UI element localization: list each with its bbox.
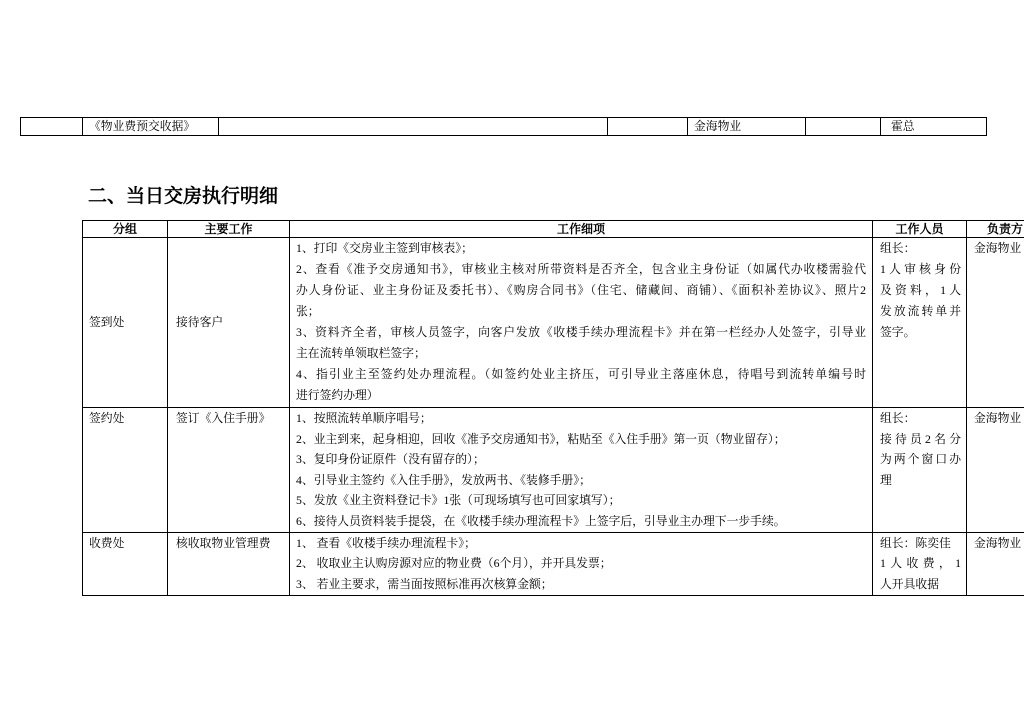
header-group: 分组 <box>83 221 168 238</box>
detail-line: 2、业主到来，起身相迎，回收《准予交房通知书》，粘贴至《入住手册》第一页（物业留存）； <box>296 431 786 446</box>
staff-cell <box>873 533 967 596</box>
staff-line: 组长： <box>880 241 916 255</box>
header-responsible: 负责方 <box>967 221 1024 238</box>
table-cell-blank <box>806 118 881 136</box>
main-task-cell: 签订《入住手册》 <box>168 408 290 533</box>
detail-item <box>296 408 866 429</box>
table-cell-blank <box>219 118 608 136</box>
detail-line: 4、指引业主至签约处办理流程。（如签约处业主挤压，可引导业主落座休息，待唱号到流转单编号时 <box>296 367 866 381</box>
detail-item <box>296 490 866 511</box>
staff-paragraph <box>880 533 961 553</box>
responsible-cell: 金海物业 <box>967 408 1024 533</box>
detail-line: 办人身份证、业主身份证及委托书）、《购房合同书》（住宅、储藏间、商铺）、《面积补差协议》、照片2 <box>296 283 866 297</box>
detail-line: 主在流转单领取栏签字； <box>296 346 426 360</box>
detail-line: 3、 若业主要求，需当面按照标准再次核算金额； <box>296 576 553 591</box>
staff-line: 接待员2名分 <box>880 431 961 446</box>
details-cell <box>290 533 873 596</box>
staff-line: 组长： <box>880 411 916 425</box>
detail-line: 1、打印《交房业主签到审核表》； <box>296 241 473 255</box>
detail-item <box>296 449 866 470</box>
staff-cell <box>873 238 967 408</box>
header-staff: 工作人员 <box>873 221 967 238</box>
detail-line: 张； <box>296 304 320 318</box>
staff-paragraph <box>880 408 961 429</box>
group-cell: 签约处 <box>83 408 168 533</box>
group-cell: 收费处 <box>83 533 168 596</box>
table-row <box>83 533 1024 596</box>
detail-item <box>296 533 866 553</box>
staff-line: 组长：陈奕佳 <box>880 536 951 550</box>
detail-line: 3、复印身份证原件（没有留存的）； <box>296 452 485 467</box>
staff-line: 理 <box>880 472 892 487</box>
main-task-cell: 核收取物业管理费 <box>168 533 290 596</box>
staff-paragraph <box>880 238 961 259</box>
table-row <box>21 118 987 136</box>
contact-cell: 霍总 <box>881 118 987 136</box>
staff-line: 及资料，1人 <box>880 283 961 297</box>
detail-item <box>296 259 866 322</box>
details-cell <box>290 238 873 408</box>
main-task-cell: 接待客户 <box>168 238 290 408</box>
staff-line: 人开具收据 <box>880 576 939 591</box>
staff-paragraph <box>880 259 961 343</box>
detail-item <box>296 553 866 573</box>
detail-line: 6、接待人员资料装手提袋，在《收楼手续办理流程卡》上签字后，引导业主办理下一步手续。 <box>296 513 786 528</box>
group-cell: 签到处 <box>83 238 168 408</box>
detail-line: 3、资料齐全者，审核人员签字，向客户发放《收楼手续办理流程卡》并在第一栏经办人处签字，引导业 <box>296 325 866 339</box>
staff-line: 1人审核身份 <box>880 262 961 276</box>
detail-item <box>296 511 866 532</box>
header-details: 工作细项 <box>290 221 873 238</box>
table-header-row <box>83 221 1024 238</box>
table-cell-blank <box>608 118 688 136</box>
detail-item <box>296 322 866 364</box>
detail-item <box>296 238 866 259</box>
document-name-cell: 《物业费预交收据》 <box>83 118 219 136</box>
staff-line: 为两个窗口办 <box>880 452 961 467</box>
detail-line: 2、 收取业主认购房源对应的物业费（6个月），并开具发票； <box>296 556 612 571</box>
detail-line: 1、 查看《收楼手续办理流程卡》； <box>296 536 476 550</box>
detail-line: 4、引导业主签约《入住手册》，发放两书、《装修手册》； <box>296 472 591 487</box>
staff-paragraph <box>880 429 961 491</box>
staff-cell <box>873 408 967 533</box>
staff-line: 发放流转单并 <box>880 304 961 318</box>
detail-item <box>296 429 866 450</box>
detail-item <box>296 470 866 491</box>
table-cell-blank <box>21 118 83 136</box>
section-heading: 二、当日交房执行明细 <box>88 186 279 207</box>
receipt-row-table <box>20 117 987 136</box>
responsible-cell: 金海物业 <box>967 238 1024 408</box>
staff-paragraph <box>880 553 961 594</box>
provider-cell: 金海物业 <box>688 118 806 136</box>
header-main-task: 主要工作 <box>168 221 290 238</box>
table-row <box>83 408 1024 533</box>
detail-line: 2、查看《准予交房通知书》，审核业主核对所带资料是否齐全，包含业主身份证（如属代办收楼需验代 <box>296 262 866 276</box>
detail-item <box>296 574 866 594</box>
responsible-cell: 金海物业 <box>967 533 1024 596</box>
handover-schedule-table <box>82 220 1024 596</box>
staff-line: 签字。 <box>880 325 916 339</box>
detail-line: 进行签约办理） <box>296 388 379 402</box>
staff-line: 1人收费，1 <box>880 556 961 571</box>
detail-line: 5、发放《业主资料登记卡》1张（可现场填写也可回家填写）； <box>296 493 621 508</box>
detail-item <box>296 364 866 406</box>
table-row <box>83 238 1024 408</box>
details-cell <box>290 408 873 533</box>
detail-line: 1、按照流转单顺序唱号； <box>296 411 432 425</box>
